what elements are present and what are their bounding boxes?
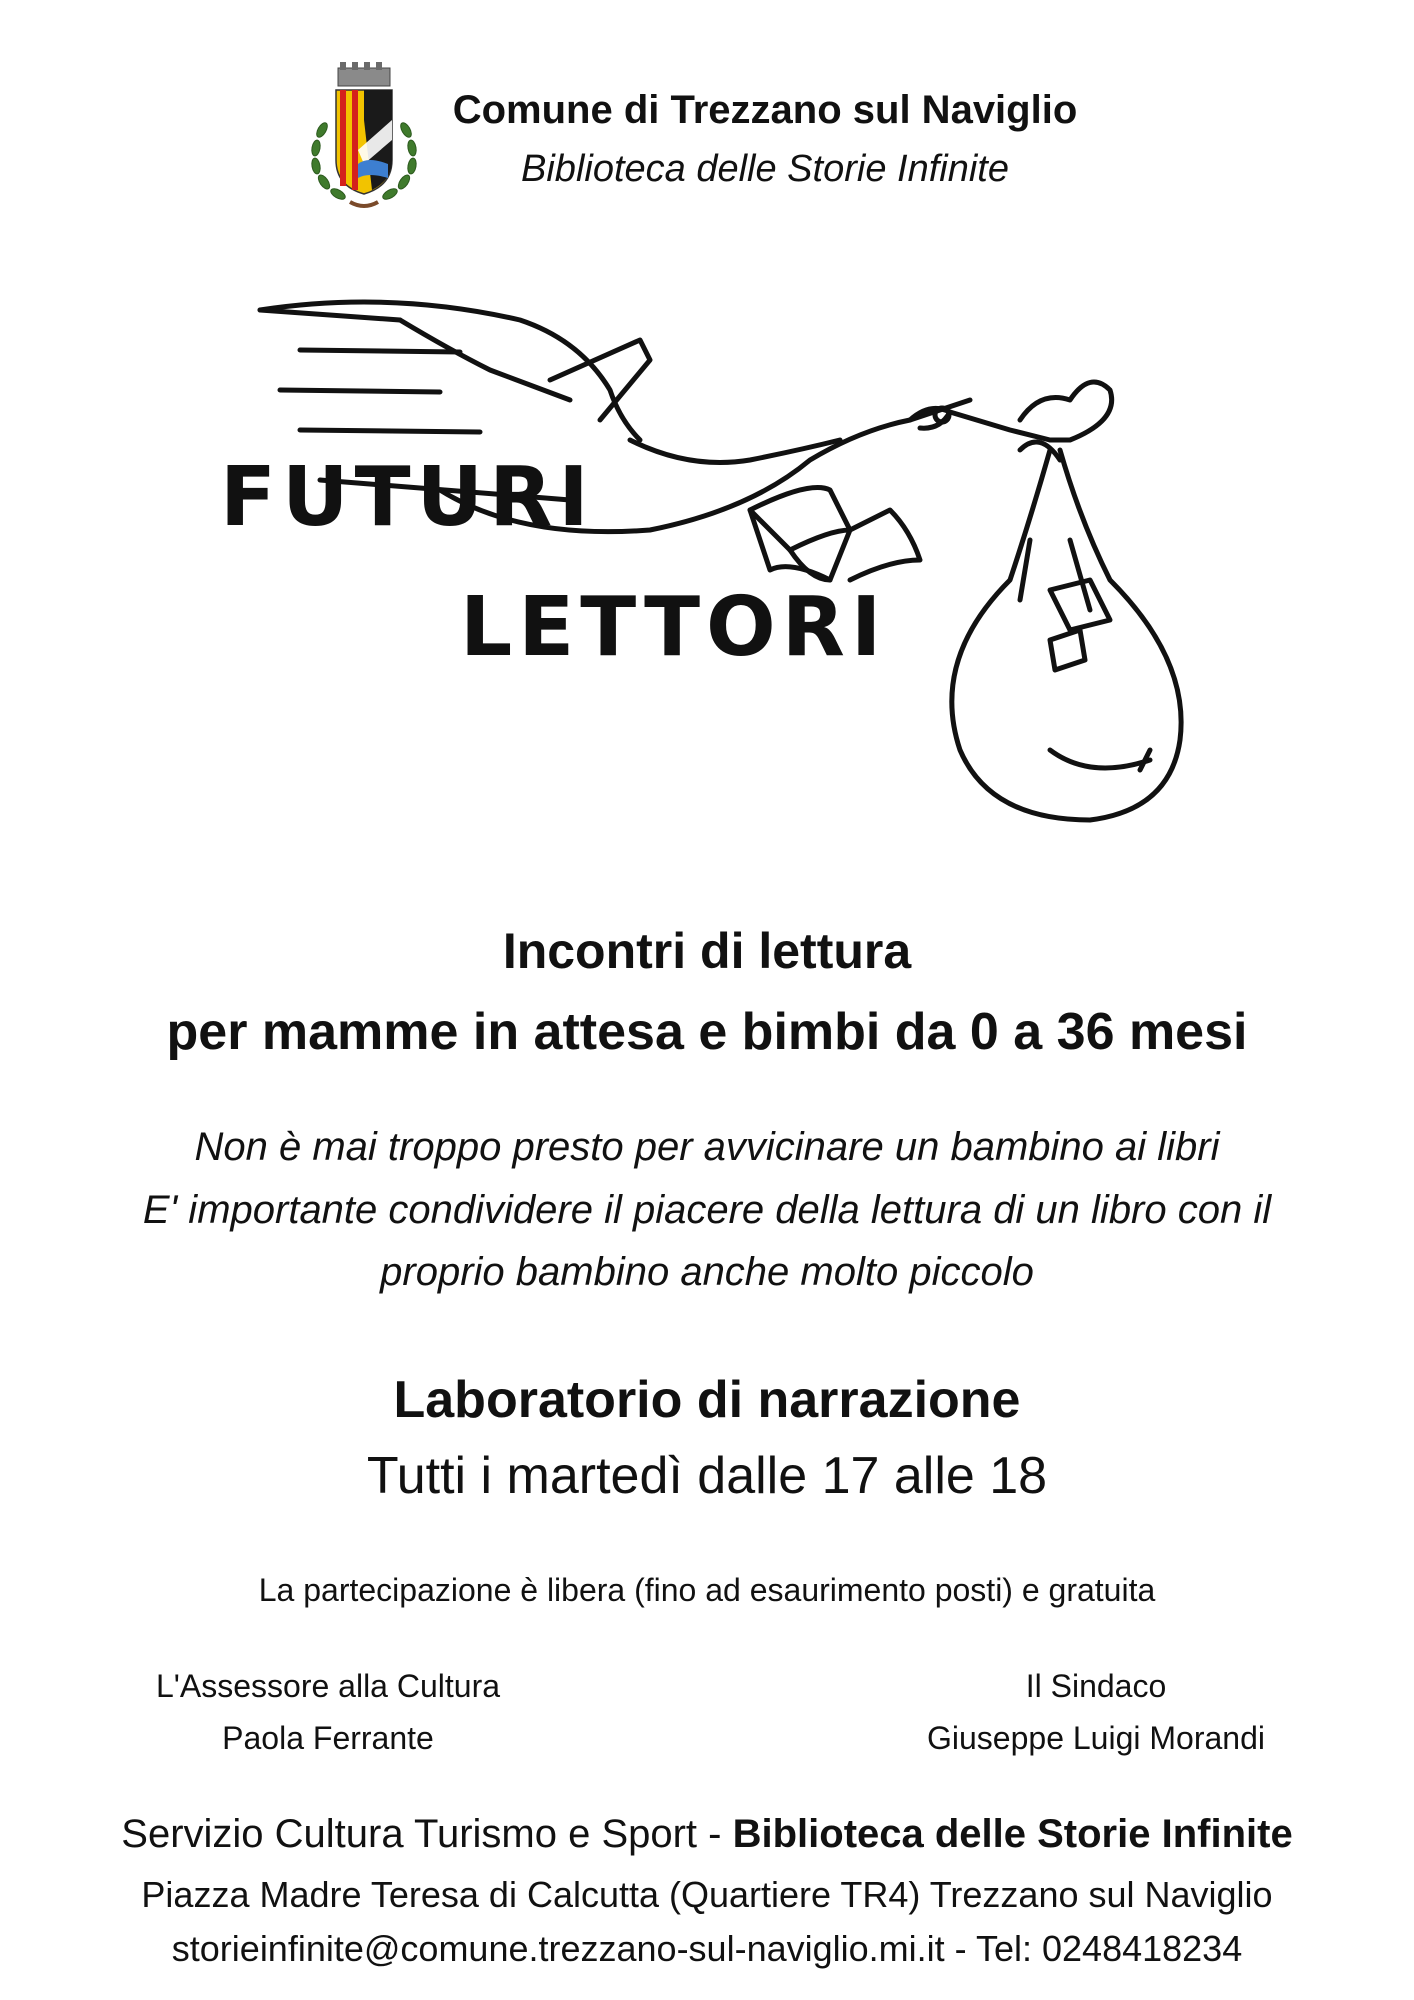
signature-right bbox=[796, 1660, 1396, 1764]
signature-left bbox=[28, 1660, 628, 1764]
participation-note: La partecipazione è libera (fino ad esaurimento posti) e gratuita bbox=[258, 1572, 1156, 1608]
signature-right-role: Il Sindaco bbox=[1025, 1668, 1167, 1704]
workshop-title: Laboratorio di narrazione bbox=[393, 1371, 1021, 1429]
event-title-line2: per mamme in attesa e bimbi da 0 a 36 mesi bbox=[166, 1003, 1248, 1061]
workshop-time: Tutti i martedì dalle 17 alle 18 bbox=[366, 1447, 1048, 1505]
municipality-title: Comune di Trezzano sul Naviglio bbox=[452, 88, 1078, 132]
signature-right-name: Giuseppe Luigi Morandi bbox=[927, 1720, 1265, 1756]
title-word-futuri: FUTURI bbox=[220, 450, 595, 545]
event-title-line1: Incontri di lettura bbox=[502, 923, 912, 979]
title-word-lettori: LETTORI bbox=[460, 580, 888, 675]
description-line-1: Non è mai troppo presto per avvicinare un bambino ai libri bbox=[194, 1125, 1220, 1169]
description-line-3: proprio bambino anche molto piccolo bbox=[380, 1250, 1034, 1294]
footer-address: Piazza Madre Teresa di Calcutta (Quartiere TR4) Trezzano sul Naviglio bbox=[141, 1874, 1273, 1915]
signature-left-role: L'Assessore alla Cultura bbox=[155, 1668, 501, 1704]
library-subtitle: Biblioteca delle Storie Infinite bbox=[521, 148, 1009, 190]
footer-contact: storieinfinite@comune.trezzano-sul-naviglio.mi.it - Tel: 0248418234 bbox=[171, 1928, 1243, 1969]
footer-library: Biblioteca delle Storie Infinite bbox=[732, 1812, 1293, 1856]
footer-service bbox=[0, 1812, 1414, 1857]
signature-left-name: Paola Ferrante bbox=[222, 1720, 434, 1756]
footer-service-text: Servizio Cultura Turismo e Sport - bbox=[121, 1812, 733, 1856]
municipal-crest-icon bbox=[302, 60, 426, 220]
description-line-2: E' importante condividere il piacere della lettura di un libro con il bbox=[142, 1188, 1272, 1232]
stork-carrying-books-icon bbox=[190, 280, 1230, 860]
